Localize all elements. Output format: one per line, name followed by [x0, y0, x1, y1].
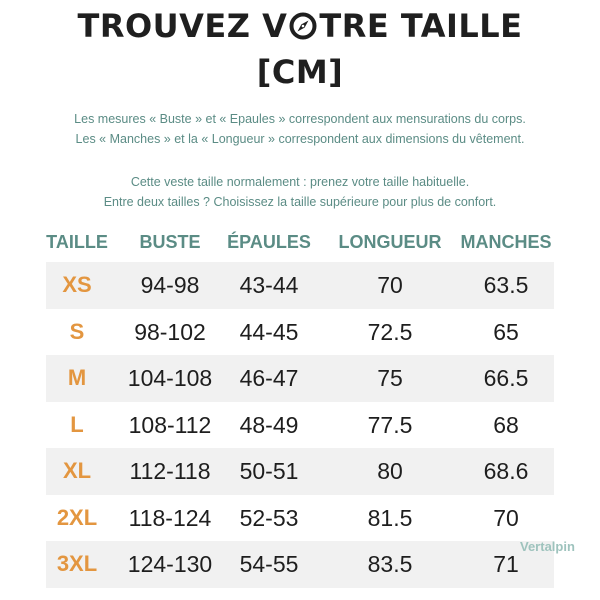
- header-taille: TAILLE: [46, 232, 108, 252]
- size-table: [46, 222, 554, 588]
- length-value: 81.5: [367, 504, 413, 531]
- size-label: S: [69, 318, 85, 344]
- table-row: [46, 355, 554, 402]
- table-row: [46, 448, 554, 495]
- shoulders-value: 48-49: [239, 411, 299, 438]
- bust-value: 104-108: [127, 365, 213, 391]
- header-epaules: ÉPAULES: [227, 232, 311, 252]
- table-row: [46, 541, 554, 588]
- note-fit: Cette veste taille normalement : prenez votre taille habituelle.: [130, 175, 470, 189]
- shoulders-value: 44-45: [239, 318, 299, 345]
- length-value: 75: [377, 365, 403, 391]
- bust-value: 94-98: [140, 272, 200, 298]
- shoulders-value: 54-55: [239, 551, 299, 577]
- bust-value: 108-112: [128, 411, 212, 438]
- bust-value: 112-118: [129, 458, 211, 484]
- bust-value: 118-124: [128, 504, 212, 531]
- length-value: 70: [377, 272, 403, 298]
- header-buste: BUSTE: [139, 232, 201, 252]
- note-measures-body: Les mesures « Buste » et « Epaules » correspondent aux mensurations du corps.: [74, 112, 526, 126]
- shoulders-value: 50-51: [239, 458, 299, 484]
- length-value: 77.5: [367, 411, 413, 438]
- size-label: 3XL: [56, 551, 98, 576]
- bust-value: 98-102: [134, 318, 206, 345]
- sleeves-value: 63.5: [483, 272, 529, 298]
- note-measures-garment: Les « Manches » et la « Longueur » correspondent aux dimensions du vêtement.: [75, 132, 525, 146]
- sleeves-value: 71: [493, 551, 519, 577]
- header-longueur: LONGUEUR: [338, 232, 442, 252]
- brand-watermark: Vertalpin: [520, 539, 575, 554]
- sleeves-value: 68.6: [483, 458, 529, 484]
- table-row: [46, 495, 554, 542]
- size-label: XS: [62, 272, 92, 297]
- bust-value: 124-130: [127, 551, 213, 577]
- size-label: L: [70, 411, 84, 437]
- length-value: 83.5: [367, 551, 413, 577]
- size-label: XL: [62, 458, 92, 483]
- length-value: 80: [377, 458, 403, 484]
- compass-icon: [288, 11, 318, 41]
- note-between-sizes: Entre deux tailles ? Choisissez la taille supérieure pour plus de confort.: [103, 195, 497, 209]
- sleeves-value: 65: [493, 318, 519, 345]
- title-part-2: TRE TAILLE: [319, 7, 523, 45]
- title-part-1: TROUVEZ V: [77, 7, 288, 45]
- size-label: 2XL: [56, 504, 98, 530]
- unit-title: [CM]: [256, 53, 344, 91]
- page-title: [0, 6, 600, 46]
- sleeves-value: 66.5: [483, 365, 529, 391]
- table-row: [46, 402, 554, 449]
- size-label: M: [67, 365, 87, 390]
- shoulders-value: 52-53: [239, 504, 299, 531]
- sleeves-value: 70: [493, 504, 519, 531]
- sleeves-value: 68: [493, 411, 519, 438]
- shoulders-value: 46-47: [239, 365, 299, 391]
- shoulders-value: 43-44: [239, 272, 299, 298]
- table-row: [46, 262, 554, 309]
- header-manches: MANCHES: [460, 232, 552, 252]
- table-header: [46, 222, 554, 262]
- table-row: [46, 309, 554, 356]
- length-value: 72.5: [367, 318, 413, 345]
